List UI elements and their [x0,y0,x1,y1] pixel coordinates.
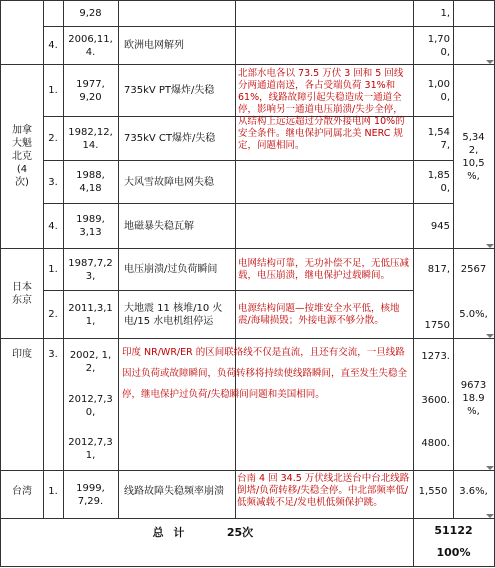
index-cell: 1. [48,85,58,96]
value-cell: 945 [430,220,450,232]
event-cell: 735kV PT爆炸/失稳 [124,85,215,96]
date-cell: 2002, 1, 2, [69,350,112,374]
date-cell: 2012,7,3 0, [68,394,113,418]
value-cell: 4800. [421,437,450,449]
date-cell: 2006,11, 4. [68,33,113,58]
index-cell: 2. [48,309,58,320]
total-label: 总 计 [152,525,188,539]
index-cell: 1. [48,485,58,497]
index-cell: 1. [48,264,58,275]
index-cell: 3. [48,348,58,360]
rule [0,338,495,339]
event-cell: 欧洲电网解列 [124,40,184,51]
region-canada: 加拿 大魁 北克 (4 次) [12,125,32,188]
index-cell: 3. [48,176,58,188]
date-cell: 2012,7,3 1, [68,437,113,461]
total-value: 51122 [434,523,473,537]
subtotal-canada: 5,34 2, 10,5 %, [462,131,485,182]
region-taiwan: 台湾 [12,485,32,497]
event-cell: 735kV CT爆炸/失稳 [124,133,216,144]
event-cell: 线路故障失稳频率崩溃 [124,485,224,497]
row-marker-icon [486,244,494,248]
value-cell: 1750 [424,319,450,331]
value-cell: 1,54 7, [427,126,450,151]
date-cell: 9,28 [79,8,102,19]
index-cell: 2. [48,133,58,144]
analysis-india: 印度 NR/WR/ER 的区间联络线不仅是直流，且还有交流，一旦线路因过负荷或故障瞬间，负荷转移将持续使线路瞬间，直至发生失稳全停，继电保护过负荷/失稳瞬间问题和美国相同。 [122,346,408,400]
value-cell: 1,550 [418,485,448,497]
index-cell: 4. [48,40,58,51]
analysis-japan-1: 电网结构可靠，无功补偿不足，无低压减载，电压崩溃，继电保护过载瞬间。 [238,257,410,281]
subtotal-japan: 2567 [460,264,487,275]
percent-japan: 5.0%, [459,309,488,320]
date-cell: 1977, 9,20 [76,78,105,103]
value-cell: 1,70 0, [427,33,450,58]
value-cell: 3600. [421,394,450,406]
analysis-canada: 北部水电各以 73.5 万伏 3 回和 5 回线分两通道南送，各占受端负荷 31%和 61%，线路故障引起失稳造成一通道全停，影响另一通道电压崩溃/失步全停，从结构上远远超过分散外接电网 10%的安全条件。继电保护同属北美 NERC 规定，问题相同。 [238,68,405,151]
total-count: 25次 [226,525,254,539]
value-cell: 1,00 0, [427,78,450,103]
value-cell: 1, [440,8,450,19]
event-cell: 电压崩溃/过负荷瞬间 [124,264,218,275]
value-cell: 1273. [421,350,450,362]
date-cell: 1982,12, 14. [68,126,113,151]
row-marker-icon [486,334,494,338]
region-india: 印度 [12,348,32,360]
percent-taiwan: 3.6%, [459,485,488,497]
date-cell: 1999, 7,29. [76,482,105,507]
subtotal-india: 9673 18.9 %, [460,379,487,417]
row-marker-icon [486,60,494,64]
row-marker-icon [486,514,494,518]
region-japan: 日本 东京 [12,281,32,306]
rule [0,566,495,567]
date-cell: 1989, 3,13 [76,214,105,238]
date-cell: 1987,7,2 3, [68,257,113,282]
analysis-japan-2: 电源结构问题—按堆安全水平低，核地震/海啸损毁；外接电源不够分散。 [238,302,400,326]
value-cell: 1,85 0, [427,170,450,194]
total-percent: 100% [436,545,471,559]
date-cell: 1988, 4,18 [76,170,105,194]
event-cell: 大风雪故障电网失稳 [124,176,214,188]
event-cell: 地磁暴失稳瓦解 [124,220,194,232]
row-marker-icon [486,466,494,470]
value-cell: 817, [427,264,450,275]
analysis-taiwan: 台南 4 回 34.5 万伏线北送台中台北线路倒塔/负荷转移/失稳全停。中北部频率低/低频减载不足/发电机低频保护跳。 [237,473,410,508]
event-cell: 大地震 11 核堆/10 火电/15 水电机组停运 [124,302,223,327]
date-cell: 2011,3,1 1, [68,302,113,327]
index-cell: 4. [48,220,58,232]
